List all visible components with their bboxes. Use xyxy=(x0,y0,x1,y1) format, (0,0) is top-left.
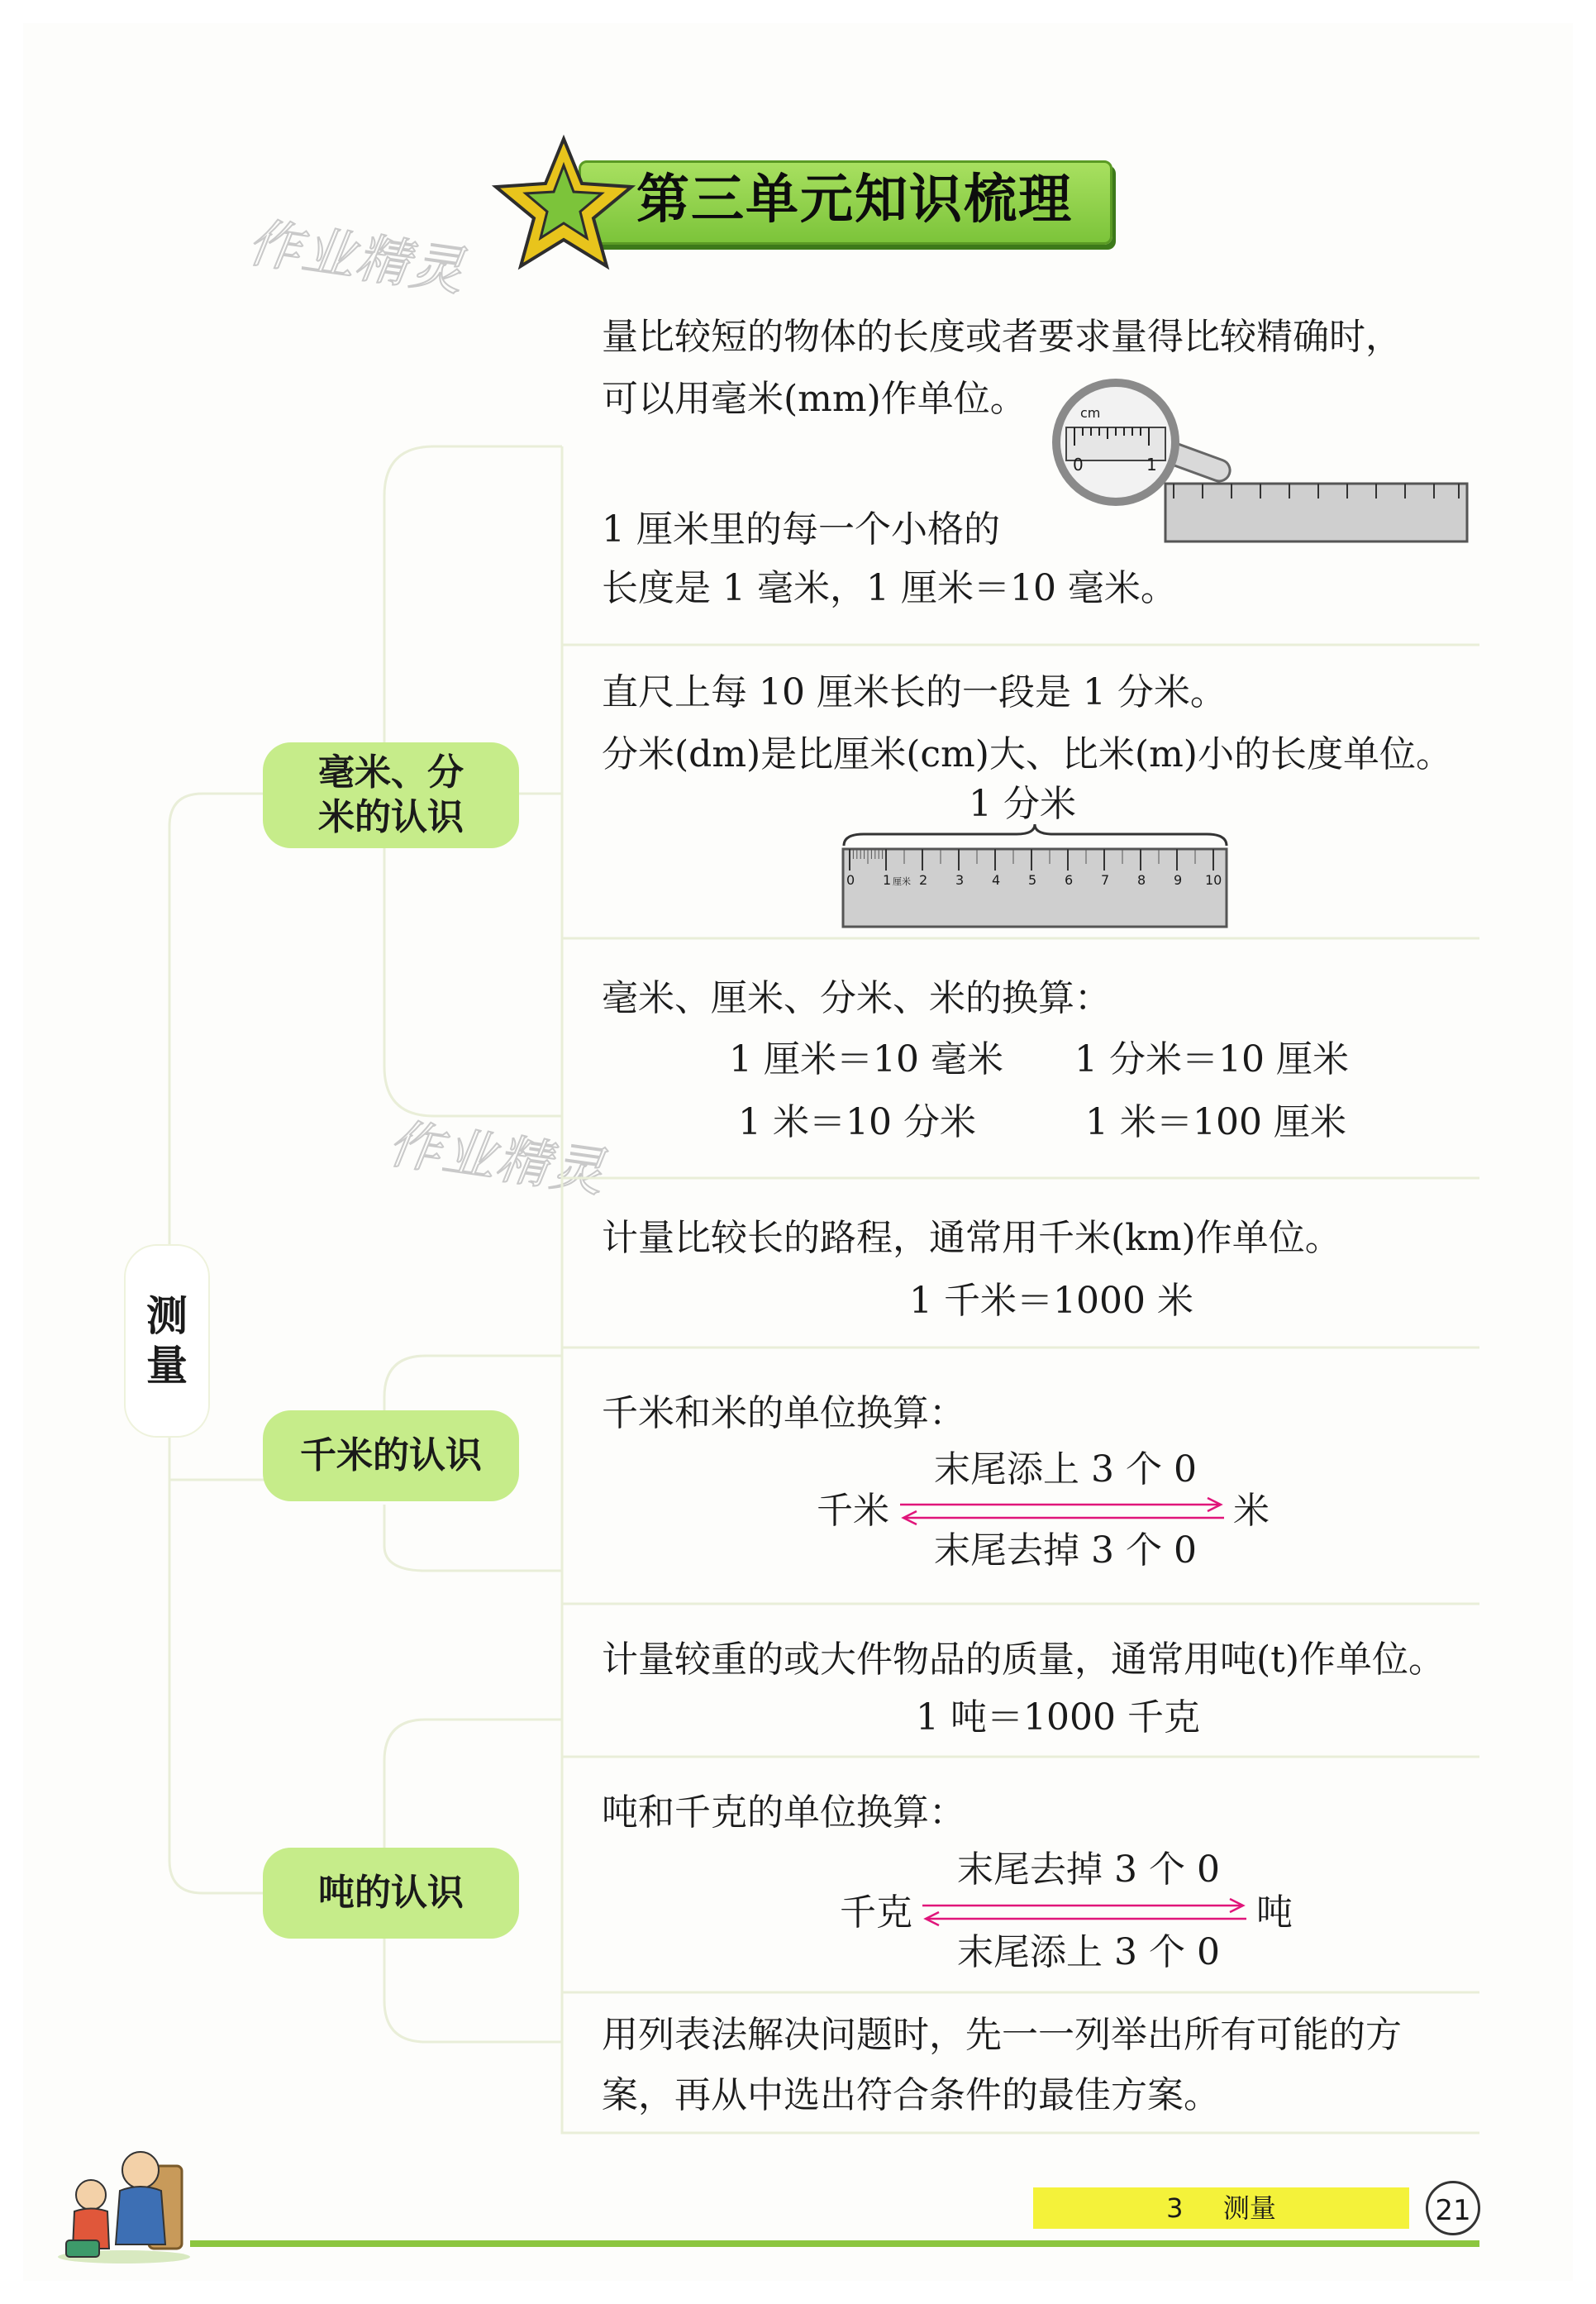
text-line: 分米(dm)是比厘米(cm)大、比米(m)小的长度单位。 xyxy=(602,733,1452,775)
ruler-tick-label: 9 xyxy=(1174,872,1183,888)
ruler-tick-label: 2 xyxy=(919,872,928,888)
root-char: 测 xyxy=(146,1292,188,1340)
text-line: 计量比较长的路程，通常用千米(km)作单位。 xyxy=(602,1217,1341,1259)
ruler-tick-label: 0 xyxy=(1073,455,1084,475)
text-line: 用列表法解决问题时，先一一列举出所有可能的方 xyxy=(602,2014,1402,2056)
topic-km xyxy=(263,1410,519,1501)
page-number: 21 xyxy=(1426,2181,1480,2235)
equation: 1 千米＝1000 米 xyxy=(909,1280,1193,1322)
ruler-unit-label: cm xyxy=(1080,405,1101,421)
topic-label: 毫米、分米的认识 xyxy=(318,751,464,838)
arrow-label-bottom: 末尾去掉 3 个 0 xyxy=(934,1529,1197,1572)
text-line: 毫米、厘米、分米、米的换算： xyxy=(602,977,1111,1019)
ruler-tick-label: 4 xyxy=(992,872,1001,888)
unit-left: 千克 xyxy=(840,1891,912,1934)
topic-mm-dm xyxy=(263,742,519,848)
ruler-tick-label: 3 xyxy=(955,872,965,888)
root-node xyxy=(124,1244,210,1438)
text-line: 千米和米的单位换算： xyxy=(602,1392,965,1434)
ruler-tick-label: 1 xyxy=(1146,455,1157,475)
equation: 1 米＝100 厘米 xyxy=(1085,1101,1346,1143)
text-line: 计量较重的或大件物品的质量，通常用吨(t)作单位。 xyxy=(602,1639,1446,1681)
double-arrow xyxy=(919,1896,1250,1929)
ruler-tick-label: 6 xyxy=(1065,872,1074,888)
text-line: 吨和千克的单位换算： xyxy=(602,1791,965,1834)
ruler-tick-label: 1 xyxy=(883,872,892,888)
text-line: 直尺上每 10 厘米长的一段是 1 分米。 xyxy=(602,671,1227,713)
ruler-tick-label: 8 xyxy=(1137,872,1146,888)
topic-label: 吨的认识 xyxy=(318,1872,464,1914)
ruler-tick-label: 7 xyxy=(1101,872,1110,888)
chapter-number: 3 xyxy=(1166,2192,1184,2224)
ruler-unit-label: 厘米 xyxy=(893,876,911,887)
equation: 1 米＝10 分米 xyxy=(738,1101,976,1143)
unit-right: 吨 xyxy=(1256,1891,1293,1934)
text-line: 可以用毫米(mm)作单位。 xyxy=(602,378,1027,420)
brace-label: 1 分米 xyxy=(969,783,1076,825)
ruler-tick-label: 10 xyxy=(1205,872,1222,888)
watermark: 作业精灵 xyxy=(384,1113,610,1204)
page-title: 第三单元知识梳理 xyxy=(636,169,1073,231)
root-char: 量 xyxy=(146,1342,188,1390)
arrow-label-top: 末尾添上 3 个 0 xyxy=(934,1448,1197,1491)
chapter-name: 测量 xyxy=(1222,2192,1276,2224)
watermark: 作业精灵 xyxy=(244,212,469,303)
unit-right: 米 xyxy=(1233,1490,1270,1532)
text-line: 案，再从中选出符合条件的最佳方案。 xyxy=(602,2074,1220,2116)
text-line: 长度是 1 毫米，1 厘米＝10 毫米。 xyxy=(602,567,1177,609)
footer-rule xyxy=(190,2240,1479,2247)
equation: 1 吨＝1000 千克 xyxy=(916,1696,1200,1739)
cartoon-characters-icon xyxy=(50,2133,198,2265)
ruler-tick-label: 0 xyxy=(846,872,855,888)
topic-t xyxy=(263,1848,519,1939)
text-line: 量比较短的物体的长度或者要求量得比较精确时， xyxy=(602,316,1402,358)
arrow-label-bottom: 末尾添上 3 个 0 xyxy=(957,1931,1220,1973)
equation: 1 厘米＝10 毫米 xyxy=(729,1038,1003,1080)
topic-label: 千米的认识 xyxy=(300,1434,482,1476)
ruler-tick-labels xyxy=(841,872,1228,892)
footer-chapter xyxy=(1033,2187,1409,2229)
arrow-label-top: 末尾去掉 3 个 0 xyxy=(957,1848,1220,1891)
magnifier-ruler-illustration xyxy=(1050,376,1479,550)
double-arrow xyxy=(897,1495,1227,1528)
equation: 1 分米＝10 厘米 xyxy=(1074,1038,1349,1080)
ruler-tick-label: 5 xyxy=(1028,872,1037,888)
brace xyxy=(839,823,1232,847)
text-line: 1 厘米里的每一个小格的 xyxy=(602,508,1000,551)
unit-left: 千米 xyxy=(817,1490,889,1532)
